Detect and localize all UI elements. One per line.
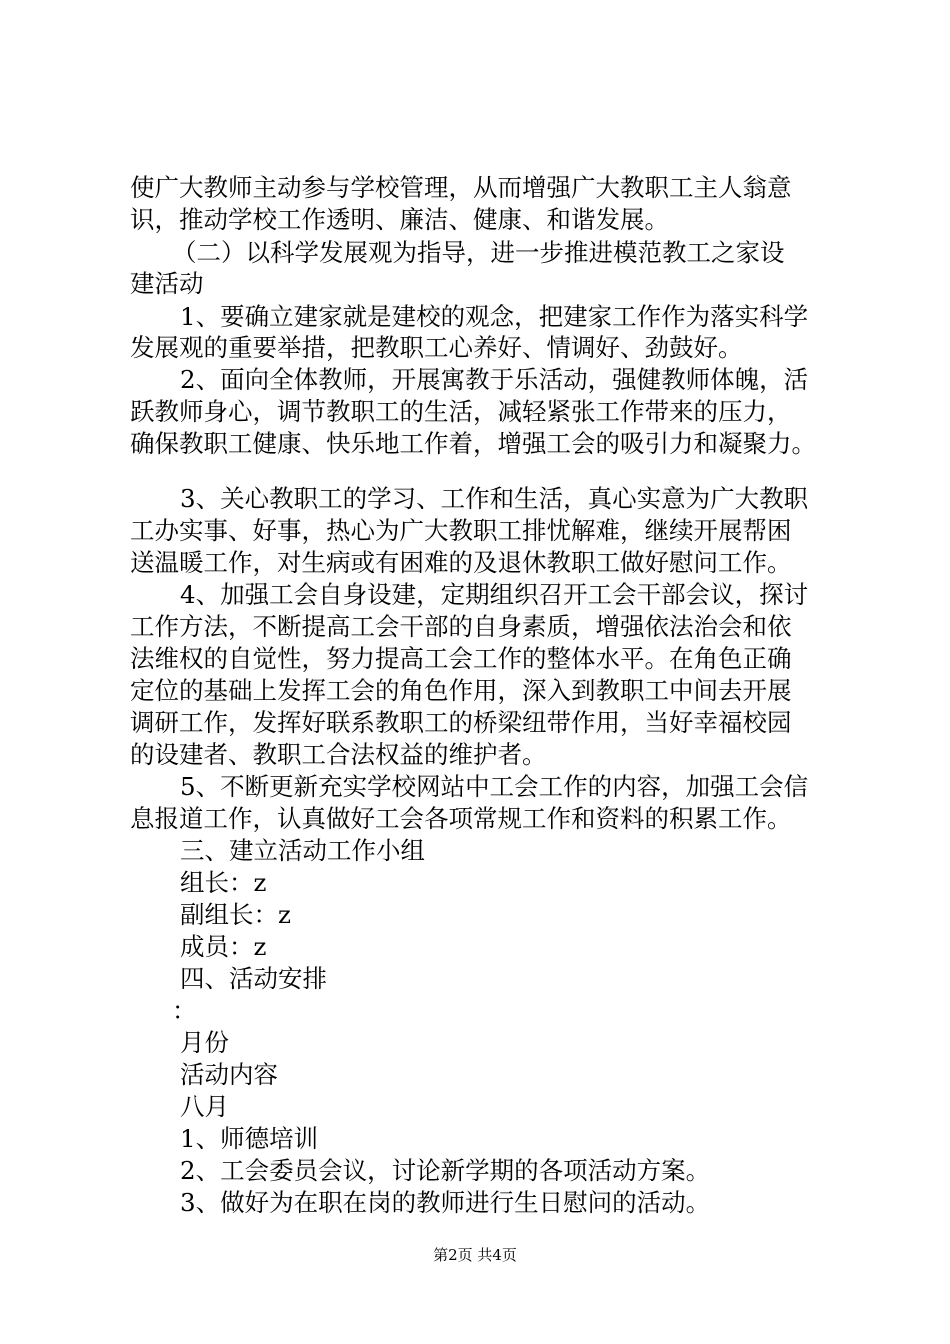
text-line: 使广大教师主动参与学校管理，从而增强广大教职工主人翁意 <box>130 173 792 202</box>
text-line: 5、不断更新充实学校网站中工会工作的内容，加强工会信 <box>180 772 809 801</box>
text-line: 确保教职工健康、快乐地工作着，增强工会的吸引力和凝聚力。 <box>130 429 816 458</box>
text-line: 送温暖工作，对生病或有困难的及退休教职工做好慰问工作。 <box>130 548 792 577</box>
text-line: 跃教师身心，调节教职工的生活，减轻紧张工作带来的压力， <box>130 397 792 426</box>
text-line: 定位的基础上发挥工会的角色作用，深入到教职工中间去开展 <box>130 676 792 705</box>
text-line: 建活动 <box>130 269 204 298</box>
text-line: 月份 <box>180 1028 229 1057</box>
text-line: 息报道工作，认真做好工会各项常规工作和资料的积累工作。 <box>130 804 792 833</box>
page-footer: 第2页 共4页 <box>433 1246 517 1264</box>
section-heading: 四、活动安排 <box>180 964 327 993</box>
text-line: 法维权的自觉性，努力提高工会工作的整体水平。在角色正确 <box>130 644 792 673</box>
text-line: 1、要确立建家就是建校的观念，把建家工作作为落实科学 <box>180 302 809 331</box>
text-line: 活动内容 <box>180 1060 278 1089</box>
text-line: ： <box>172 996 197 1025</box>
text-line: 3、关心教职工的学习、工作和生活，真心实意为广大教职 <box>180 484 809 513</box>
text-line: 副组长：z <box>180 900 291 929</box>
text-line: 工作方法，不断提高工会干部的自身素质，增强依法治会和依 <box>130 612 792 641</box>
text-line: 3、做好为在职在岗的教师进行生日慰问的活动。 <box>180 1188 711 1217</box>
text-line: 八月 <box>180 1092 229 1121</box>
text-line: 识，推动学校工作透明、廉洁、健康、和谐发展。 <box>130 205 669 234</box>
text-line: 成员：z <box>180 932 267 961</box>
text-line: 1、师德培训 <box>180 1124 319 1153</box>
text-line: 发展观的重要举措，把教职工心养好、情调好、劲鼓好。 <box>130 333 743 362</box>
text-line: 2、工会委员会议，讨论新学期的各项活动方案。 <box>180 1156 711 1185</box>
text-line: 2、面向全体教师，开展寓教于乐活动，强健教师体魄，活 <box>180 365 809 394</box>
text-line: 的设建者、教职工合法权益的维护者。 <box>130 740 547 769</box>
text-line: 组长：z <box>180 868 267 897</box>
text-line: （二）以科学发展观为指导，进一步推进模范教工之家设 <box>172 238 785 267</box>
text-line: 工办实事、好事，热心为广大教职工排忧解难，继续开展帮困 <box>130 516 792 545</box>
text-line: 调研工作，发挥好联系教职工的桥梁纽带作用，当好幸福校园 <box>130 708 792 737</box>
section-heading: 三、建立活动工作小组 <box>180 836 425 865</box>
text-line: 4、加强工会自身设建，定期组织召开工会干部会议，探讨 <box>180 580 809 609</box>
